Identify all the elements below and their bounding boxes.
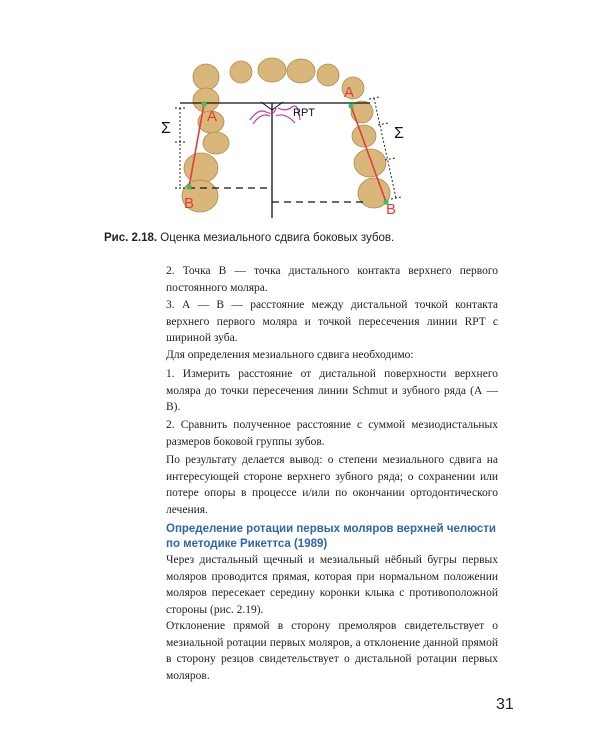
figure-caption	[104, 232, 524, 244]
label-sum-right: Σ	[394, 125, 404, 142]
caption-text: Оценка мезиального сдвига боковых зубов.	[157, 232, 395, 244]
paragraph: 2. Точка В — точка дистального контакта верхнего первого постоянного моляра.	[166, 265, 498, 294]
left-measure	[175, 108, 185, 188]
paragraph: 2. Сравнить полученное расстояние с суммой мезиодистальных размеров боковой группы зубов.	[166, 419, 498, 448]
dental-arch-figure	[158, 50, 418, 220]
label-b-left: B	[184, 195, 195, 212]
section-paragraph: Через дистальный щечный и мезиальный нёбный бугры первых моляров проводится прямая, которая при нормальном положении моляров пересекает середину коронки клыка с противоположной стороны (рис. 2.19).	[166, 554, 498, 616]
section-heading: Определение ротации первых моляров верхней челюсти по методике Рикеттса (1989)	[166, 523, 496, 550]
paragraph: 3. А — В — расстояние между дистальной точкой контакта верхнего первого моляра и точкой пересечения линии RPT с шириной зуба.	[166, 299, 498, 344]
caption-number: Рис. 2.18.	[104, 232, 158, 244]
page-number: 31	[496, 696, 514, 713]
paragraph: 1. Измерить расстояние от дистальной поверхности верхнего моляра до точки пересечения линии Schmut и зубного ряда (А — В).	[166, 368, 498, 413]
paragraph: По результату делается вывод: о степени мезиального сдвига на интересующей стороне верхнего зубного ряда; о сохранении или потере опоры в процессе и/или по окончании ортодонтического лечения.	[166, 454, 498, 516]
label-rpt: RPT	[293, 107, 315, 119]
paragraph: Для определения мезиального сдвига необходимо:	[166, 349, 414, 361]
dental-arch-diagram	[158, 50, 418, 220]
label-a-right: A	[344, 84, 355, 101]
label-a-left: A	[207, 108, 218, 125]
section-paragraph: Отклонение прямой в сторону премоляров свидетельствует о мезиальной ротации первых моляров, а отклонение данной прямой в сторону резцов свидетельствует о дистальной ротации первых моляров.	[166, 620, 498, 682]
teeth-arch	[182, 58, 390, 212]
label-sum-left: Σ	[161, 120, 171, 137]
label-b-right: B	[386, 201, 397, 218]
